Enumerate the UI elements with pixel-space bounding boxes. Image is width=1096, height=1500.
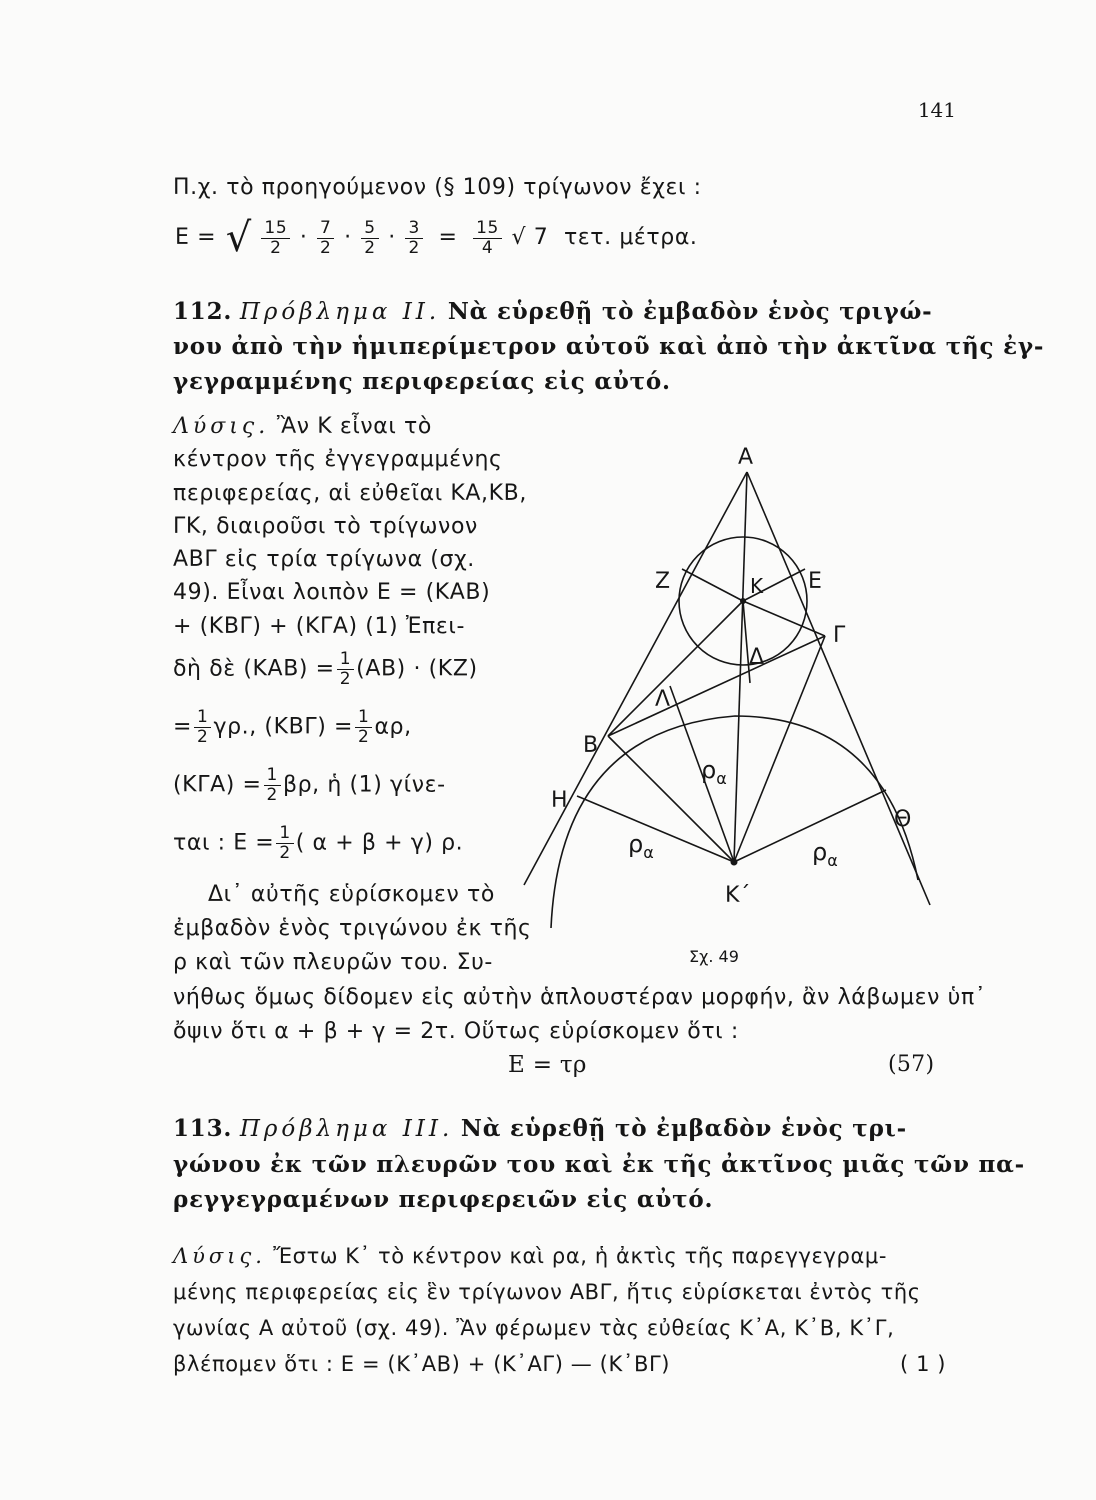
lysis1-line: ΑΒΓ εἰς τρία τρίγωνα (σχ.	[173, 547, 475, 572]
line-KD	[743, 601, 750, 683]
frac-15-2: $\frac{15}{2}$	[261, 219, 290, 258]
lysis1-line: ΓΚ, διαιροῦσι τὸ τρίγωνον	[173, 514, 478, 539]
point-Kp	[731, 859, 738, 866]
eqnum-57: (57)	[888, 1052, 935, 1077]
problem-112-heading: 112. Πρόβλημα ΙΙ. Νὰ εὑρεθῇ τὸ ἐμβαδὸν ἑνὸς τριγώ-	[173, 298, 933, 325]
unit: τετ. μέτρα.	[563, 225, 698, 250]
lysis1-f4: ται : Ε = $\frac{1}{2}$ ( α + β + γ) ρ.	[173, 823, 464, 863]
frac-5-2: $\frac{5}{2}$	[361, 219, 378, 258]
problem-112-line: γεγραμμένης περιφερείας εἰς αὐτό.	[173, 368, 671, 395]
lysis1-after: ρ καὶ τῶν πλευρῶν του. Συ-	[173, 950, 493, 975]
line-KB	[608, 601, 743, 736]
label-A: Α	[738, 445, 754, 470]
label-B: Β	[583, 733, 599, 758]
frac-3-2: $\frac{3}{2}$	[405, 219, 422, 258]
label-H: Η	[551, 788, 568, 813]
lysis1-line: περιφερείας, αἱ εὐθεῖαι ΚΑ,ΚΒ,	[173, 481, 527, 506]
side-AH	[524, 472, 747, 885]
label-Kp: Κ´	[725, 883, 751, 908]
lysis2-first: Λύσις. Ἔστω Κ᾽ τὸ κέντρον καὶ ρα, ἡ ἀκτὶς τῆς παρεγγεγραμ-	[173, 1244, 888, 1268]
line-KG	[743, 601, 825, 636]
lysis2-line: μένης περιφερείας εἰς ἓν τρίγωνον ΑΒΓ, ἥτις εὑρίσκεται ἐντὸς τῆς	[173, 1280, 921, 1304]
line-KpTheta	[734, 790, 886, 862]
line-KpB	[608, 736, 734, 862]
label-L: Λ	[655, 687, 671, 712]
label-K: Κ	[750, 574, 764, 598]
lysis1-f3: (ΚΓΑ) = $\frac{1}{2}$ βρ, ἡ (1) γίνε-	[173, 765, 446, 805]
label-rho-a-2: $\rho_\alpha$	[628, 830, 654, 862]
radical-sign: √	[225, 215, 252, 261]
frac-7-2: $\frac{7}{2}$	[317, 219, 334, 258]
lysis2-line: βλέπομεν ὅτι : Ε = (Κ᾽ΑΒ) + (Κ᾽ΑΓ) — (Κ᾽ΒΓ)	[173, 1352, 671, 1376]
lysis1-first: Λύσις. Ἂν Κ εἶναι τὸ	[173, 414, 432, 439]
problem-112-line: νου ἀπὸ τὴν ἡμιπερίμετρον αὐτοῦ καὶ ἀπὸ τὴν ἀκτῖνα τῆς ἐγ-	[173, 333, 1045, 360]
lysis1-line: + (ΚΒΓ) + (ΚΓΑ) (1) Ἐπει-	[173, 614, 465, 639]
formula-57: Ε = τρ	[508, 1052, 587, 1078]
lysis1-cont: ὄψιν ὅτι α + β + γ = 2τ. Οὕτως εὑρίσκομεν ὅτι :	[173, 1019, 739, 1044]
label-D: Δ	[749, 645, 765, 670]
example-intro: Π.χ. τὸ προηγούμενον (§ 109) τρίγωνον ἔχει :	[173, 175, 702, 200]
frac-15-4: $\frac{15}{4}$	[473, 219, 502, 258]
lysis1-cont: νήθως ὅμως δίδομεν εἰς αὐτὴν ἁπλουστέραν μορφήν, ἂν λάβωμεν ὑπ᾽	[173, 985, 987, 1010]
lysis2-line: γωνίας Α αὐτοῦ (σχ. 49). Ἂν φέρωμεν τὰς εὐθείας Κ᾽Α, Κ᾽Β, Κ᾽Γ,	[173, 1316, 895, 1340]
figure-caption: Σχ. 49	[689, 947, 739, 966]
figure-49	[500, 420, 960, 980]
sqrt-7: √ 7	[511, 225, 549, 250]
point-K	[740, 598, 746, 604]
label-rho-a-3: $\rho_\alpha$	[812, 838, 838, 870]
line-AK	[734, 472, 747, 862]
lysis1-line: κέντρον τῆς ἐγγεγραμμένης	[173, 447, 503, 472]
lysis1-line: 49). Εἶναι λοιπὸν Ε = (ΚΑΒ)	[173, 580, 491, 605]
label-Z: Ζ	[655, 569, 671, 594]
problem-113-line: γώνου ἐκ τῶν πλευρῶν του καὶ ἐκ τῆς ἀκτῖνος μιᾶς τῶν πα-	[173, 1151, 1026, 1178]
line-KZ	[682, 569, 743, 601]
problem-113-heading: 113. Πρόβλημα ΙΙΙ. Νὰ εὑρεθῇ τὸ ἐμβαδὸν ἑνὸς τρι-	[173, 1115, 907, 1142]
label-G: Γ	[833, 623, 846, 648]
line-KpH	[577, 796, 734, 862]
problem-113-line: ρεγγεγραμένων περιφερειῶν εἰς αὐτό.	[173, 1186, 714, 1213]
label-rho-a-1: $\rho_\alpha$	[701, 756, 727, 788]
example-E: Ε =	[175, 225, 217, 250]
line-KpG	[734, 636, 825, 862]
label-E: Ε	[808, 569, 822, 594]
side-ATheta	[747, 472, 930, 905]
example-formula: Ε = √ $\frac{15}{2}$ · $\frac{7}{2}$ · $\frac{5}{2}$ · $\frac{3}{2}$ = $\frac{15}{4}$ √ 7 τετ. μέτρα.	[175, 215, 698, 261]
page-number: 141	[917, 98, 956, 122]
lysis1-after: Δι᾽ αὐτῆς εὑρίσκομεν τὸ	[208, 882, 495, 907]
side-BG	[608, 636, 825, 736]
lysis1-f1: δὴ δὲ (ΚΑΒ) = $\frac{1}{2}$ (ΑΒ) · (ΚΖ)	[173, 649, 478, 689]
eqnum-1: ( 1 )	[900, 1352, 947, 1376]
label-Theta: Θ	[894, 807, 912, 832]
lysis1-after: ἐμβαδὸν ἑνὸς τριγώνου ἐκ τῆς	[173, 916, 532, 941]
lysis1-f2: = $\frac{1}{2}$ γρ., (ΚΒΓ) = $\frac{1}{2}$ αρ,	[173, 707, 412, 747]
